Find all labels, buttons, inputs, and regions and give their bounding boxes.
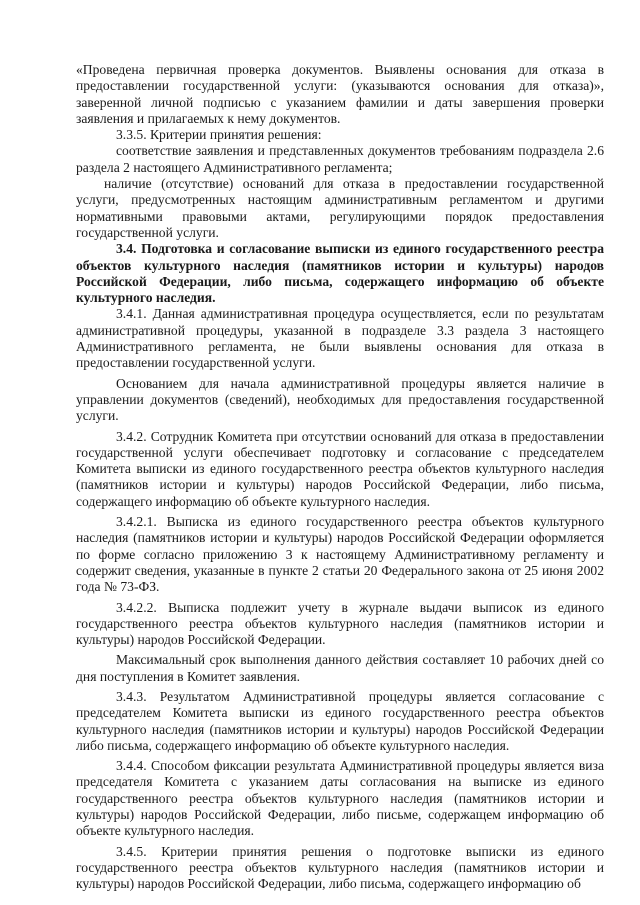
paragraph-3-4-3: 3.4.3. Результатом Административной процедуры является согласование с председателем Комитета выписки из единого государственного реестра объектов культурного наследия (памятников истории и культуры) народов Российской Федерации либо письма, содержащего информацию об объекте культурного наследия.: [76, 688, 604, 753]
paragraph-criteria-grounds: наличие (отсутствие) оснований для отказа в предоставлении государственной услуги, предусмотренных настоящим административным регламентом и другими нормативными правовыми актами, регулирующими порядок предоставления государственной услуги.: [76, 176, 604, 240]
paragraph-3-4-5: 3.4.5. Критерии принятия решения о подготовке выписки из единого государственного реестра объектов культурного наследия (памятников истории и культуры) народов Российской Федерации, либо письма, содержащего информацию об: [76, 843, 604, 892]
paragraph-3-4-1: 3.4.1. Данная административная процедура осуществляется, если по результатам административной процедуры, указанной в подразделе 3.3 раздела 3 настоящего Административного регламента, не были выявлены основания для отказа в предоставлении государственной услуги.: [76, 306, 604, 371]
section-heading-3-4: 3.4. Подготовка и согласование выписки из единого государственного реестра объектов культурного наследия (памятников истории и культуры) народов Российской Федерации, либо письма, содержащего информацию об объекте культурного наследия.: [76, 241, 604, 306]
paragraph-3-4-2-2: 3.4.2.2. Выписка подлежит учету в журнале выдачи выписок из единого государственного реестра объектов культурного наследия (памятников истории и культуры) народов Российской Федерации.: [76, 599, 604, 648]
paragraph-procedure-basis: Основанием для начала административной процедуры является наличие в управлении документов (сведений), необходимых для предоставления государственной услуги.: [76, 375, 604, 424]
paragraph-3-4-2-1: 3.4.2.1. Выписка из единого государственного реестра объектов культурного наследия (памятников истории и культуры) народов Российской Федерации оформляется по форме согласно приложению 3 к настоящему Административному регламенту и содержит сведения, указанные в пункте 2 статьи 20 Федерального закона от 25 июня 2002 года № 73-ФЗ.: [76, 514, 604, 595]
paragraph-criteria-compliance: соответствие заявления и представленных документов требованиям подраздела 2.6 раздела 2 настоящего Административного регламента;: [76, 143, 604, 175]
paragraph-3-4-4: 3.4.4. Способом фиксации результата Административной процедуры является виза председателя Комитета с указанием даты согласования на выписке из единого государственного реестра объектов культурного наследия (памятников истории и культуры) народов Российской Федерации, либо письме, содержащем информацию об объекте культурного наследия.: [76, 758, 604, 839]
paragraph-max-duration: Максимальный срок выполнения данного действия составляет 10 рабочих дней со дня поступления в Комитет заявления.: [76, 652, 604, 684]
paragraph-3-4-2: 3.4.2. Сотрудник Комитета при отсутствии оснований для отказа в предоставлении государственной услуги обеспечивает подготовку и согласование с председателем Комитета выписки из единого государственного реестра объектов культурного наследия (памятников истории и культуры) народов Российской Федерации, либо письма, содержащего информацию об объекте культурного наследия.: [76, 428, 604, 509]
paragraph-check-result: «Проведена первичная проверка документов. Выявлены основания для отказа в предоставлении государственной услуги: (указываются основания для отказа)», заверенной личной подписью с указанием фамилии и даты завершения проверки заявления и прилагаемых к нему документов.: [76, 62, 604, 126]
document-page: [76, 62, 604, 893]
paragraph-3-3-5: 3.3.5. Критерии принятия решения:: [116, 127, 322, 143]
